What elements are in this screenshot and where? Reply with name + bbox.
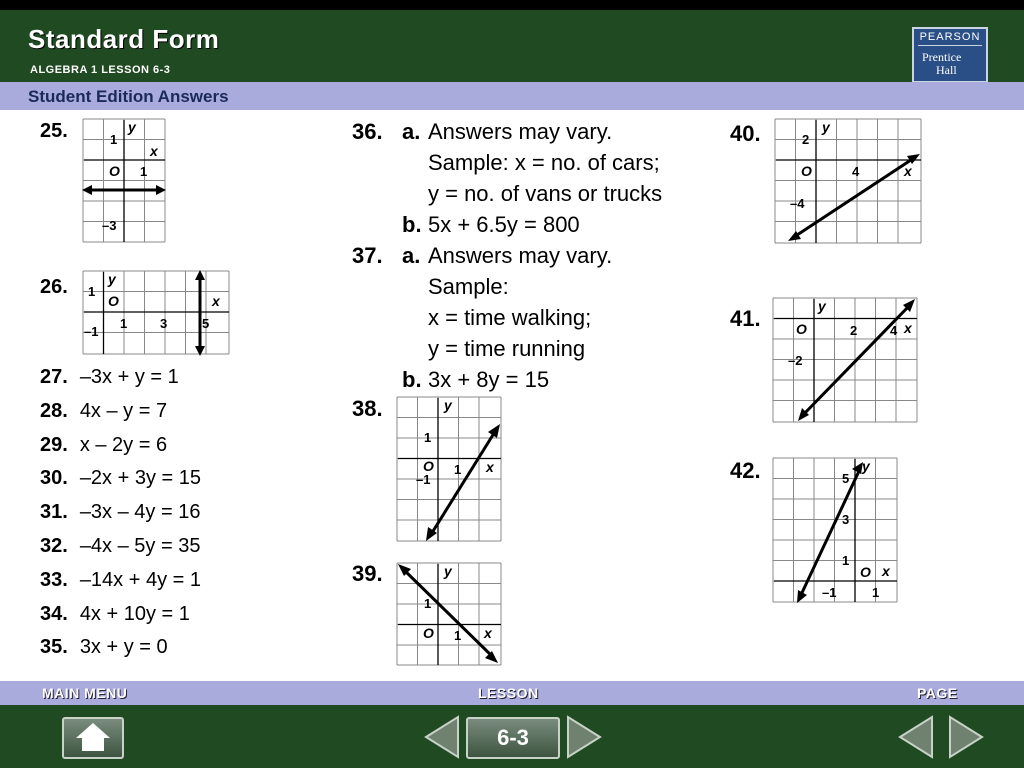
page-prev-button[interactable] (896, 715, 936, 759)
graph-42-x-label: x (882, 563, 890, 579)
triangle-right-icon (950, 717, 982, 757)
list-item (40, 569, 320, 603)
graph-26-tick: 1 (88, 284, 96, 299)
main-menu-label: MAIN MENU (42, 685, 128, 701)
answer-text: 3x + 8y = 15 (428, 367, 550, 392)
graph-39-tick: 1 (424, 596, 432, 611)
list-item (40, 636, 320, 670)
graph-42 (772, 457, 898, 603)
list-item (40, 535, 320, 569)
answer-text: 5x + 6.5y = 800 (428, 212, 580, 237)
graph-26 (82, 270, 230, 356)
list-item-text: 3x + y = 0 (79, 636, 168, 659)
graph-39-x-label: x (484, 625, 492, 641)
lesson-prev-button[interactable] (422, 715, 462, 759)
graph-42-tick: 5 (842, 471, 850, 486)
logo-line2: Prentice (922, 50, 962, 64)
graph-40-tick: –4 (790, 196, 805, 211)
lesson-label: LESSON (478, 685, 539, 701)
list-item-number: 31. (40, 501, 68, 524)
graph-41-tick: –2 (788, 353, 803, 368)
list-item-number: 35. (40, 636, 68, 659)
page-title: Standard Form (28, 24, 220, 54)
graph-41-tick: 2 (850, 323, 858, 338)
lesson-number: 6-3 (497, 725, 529, 750)
answer-number-37: 37. (352, 243, 383, 268)
graph-26-tick: 5 (202, 316, 210, 331)
section-band (0, 82, 1024, 110)
graph-26-y-label: y (108, 271, 116, 287)
graph-39 (396, 562, 502, 666)
list-item-text: 4x + 10y = 1 (79, 602, 190, 625)
answer-37 (352, 240, 712, 395)
part-b-label: b. (402, 212, 422, 237)
graph-25-origin: O (109, 163, 120, 179)
answer-text: y = time running (428, 336, 586, 361)
graph-40-tick: 2 (802, 132, 810, 147)
graph-42-tick: 1 (872, 585, 880, 600)
graph-42-tick: 1 (842, 553, 850, 568)
graph-39-origin: O (423, 625, 434, 641)
graph-41-origin: O (796, 321, 807, 337)
page-next-button[interactable] (946, 715, 986, 759)
list-item-number: 27. (40, 366, 68, 388)
graph-42-line (800, 469, 860, 597)
graph-38 (396, 396, 502, 542)
equations-list (40, 366, 320, 670)
triangle-right-icon (568, 717, 600, 757)
answer-number-41: 41. (730, 306, 761, 331)
graph-42-origin: O (860, 564, 871, 580)
list-item-number: 34. (40, 602, 68, 625)
graph-40-y-label: y (822, 119, 830, 135)
publisher-logo (912, 27, 988, 83)
answer-text: Answers may vary. (428, 119, 613, 144)
graph-42-y-label: y (862, 458, 870, 474)
list-item-number: 29. (40, 433, 68, 456)
answer-number-40: 40. (730, 121, 761, 146)
list-item-text: –2x + 3y = 15 (79, 467, 202, 490)
graph-26-tick: 3 (160, 316, 168, 331)
part-b-label: b. (402, 367, 422, 392)
logo-line1: PEARSON (919, 31, 981, 43)
list-item-text: x – 2y = 6 (79, 433, 168, 456)
graph-40-origin: O (801, 163, 812, 179)
graph-40-tick: 4 (852, 164, 860, 179)
graph-26-x-label: x (212, 293, 220, 309)
list-item (40, 434, 320, 468)
main-menu-button[interactable] (62, 717, 124, 759)
top-strip (0, 0, 1024, 10)
graph-41 (772, 297, 918, 423)
list-item-number: 28. (40, 399, 68, 422)
graph-25-tick: 1 (110, 132, 118, 147)
triangle-left-icon (426, 717, 458, 757)
lesson-next-button[interactable] (564, 715, 604, 759)
graph-26-tick: –1 (84, 324, 99, 339)
graph-41-x-label: x (904, 320, 912, 336)
list-item-number: 30. (40, 467, 68, 490)
part-a-label: a. (402, 119, 421, 144)
graph-38-y-label: y (444, 397, 452, 413)
graph-41-tick: 4 (890, 323, 898, 338)
list-item-number: 32. (40, 534, 68, 557)
footer-label-bar (0, 681, 1024, 705)
list-item-number: 33. (40, 568, 68, 591)
list-item (40, 603, 320, 637)
graph-41-line (802, 305, 910, 416)
answer-number-42: 42. (730, 458, 761, 483)
answer-number-39: 39. (352, 561, 383, 586)
logo-line3: Hall (936, 63, 957, 77)
graph-26-tick: 1 (120, 316, 128, 331)
lesson-number-button[interactable] (466, 717, 560, 759)
answer-number-38: 38. (352, 396, 383, 421)
list-item (40, 366, 320, 400)
graph-25-y-label: y (128, 119, 136, 135)
graph-40-x-label: x (904, 163, 912, 179)
home-icon (64, 719, 122, 757)
answer-number-26: 26. (40, 276, 68, 298)
graph-25 (82, 118, 166, 244)
answer-36 (352, 116, 712, 240)
list-item-text: –3x – 4y = 16 (79, 501, 201, 524)
answer-number-36: 36. (352, 119, 383, 144)
graph-38-origin: O (423, 458, 434, 474)
list-item (40, 467, 320, 501)
triangle-left-icon (900, 717, 932, 757)
graph-38-tick: –1 (416, 472, 431, 487)
header (0, 10, 1024, 82)
list-item-text: 4x – y = 7 (79, 399, 168, 422)
list-item-text: –3x + y = 1 (79, 366, 179, 388)
graph-39-y-label: y (444, 563, 452, 579)
answer-text: Sample: x = no. of cars; (428, 150, 660, 175)
graph-40 (774, 118, 922, 244)
graph-38-x-label: x (486, 459, 494, 475)
graph-25-x-label: x (150, 143, 158, 159)
graph-38-tick: 1 (454, 462, 462, 477)
list-item-text: –14x + 4y = 1 (79, 568, 202, 591)
answer-text: y = no. of vans or trucks (428, 181, 663, 206)
graph-41-y-label: y (818, 298, 826, 314)
answer-number-25: 25. (40, 120, 68, 142)
list-item-text: –4x – 5y = 35 (79, 534, 201, 557)
graph-39-tick: 1 (454, 628, 462, 643)
answer-text: x = time walking; (428, 305, 592, 330)
graph-26-origin: O (108, 293, 119, 309)
answer-text: Answers may vary. (428, 243, 613, 268)
page-label: PAGE (917, 685, 958, 701)
list-item (40, 400, 320, 434)
graph-42-tick: 3 (842, 512, 850, 527)
footer (0, 705, 1024, 768)
graph-42-tick: –1 (822, 585, 837, 600)
section-label: Student Edition Answers (28, 87, 229, 106)
graph-25-tick: 1 (140, 164, 148, 179)
page-subtitle: ALGEBRA 1 LESSON 6-3 (30, 64, 171, 76)
answer-text: Sample: (428, 274, 509, 299)
graph-38-tick: 1 (424, 430, 432, 445)
graph-25-tick: –3 (102, 218, 117, 233)
list-item (40, 501, 320, 535)
part-a-label: a. (402, 243, 421, 268)
